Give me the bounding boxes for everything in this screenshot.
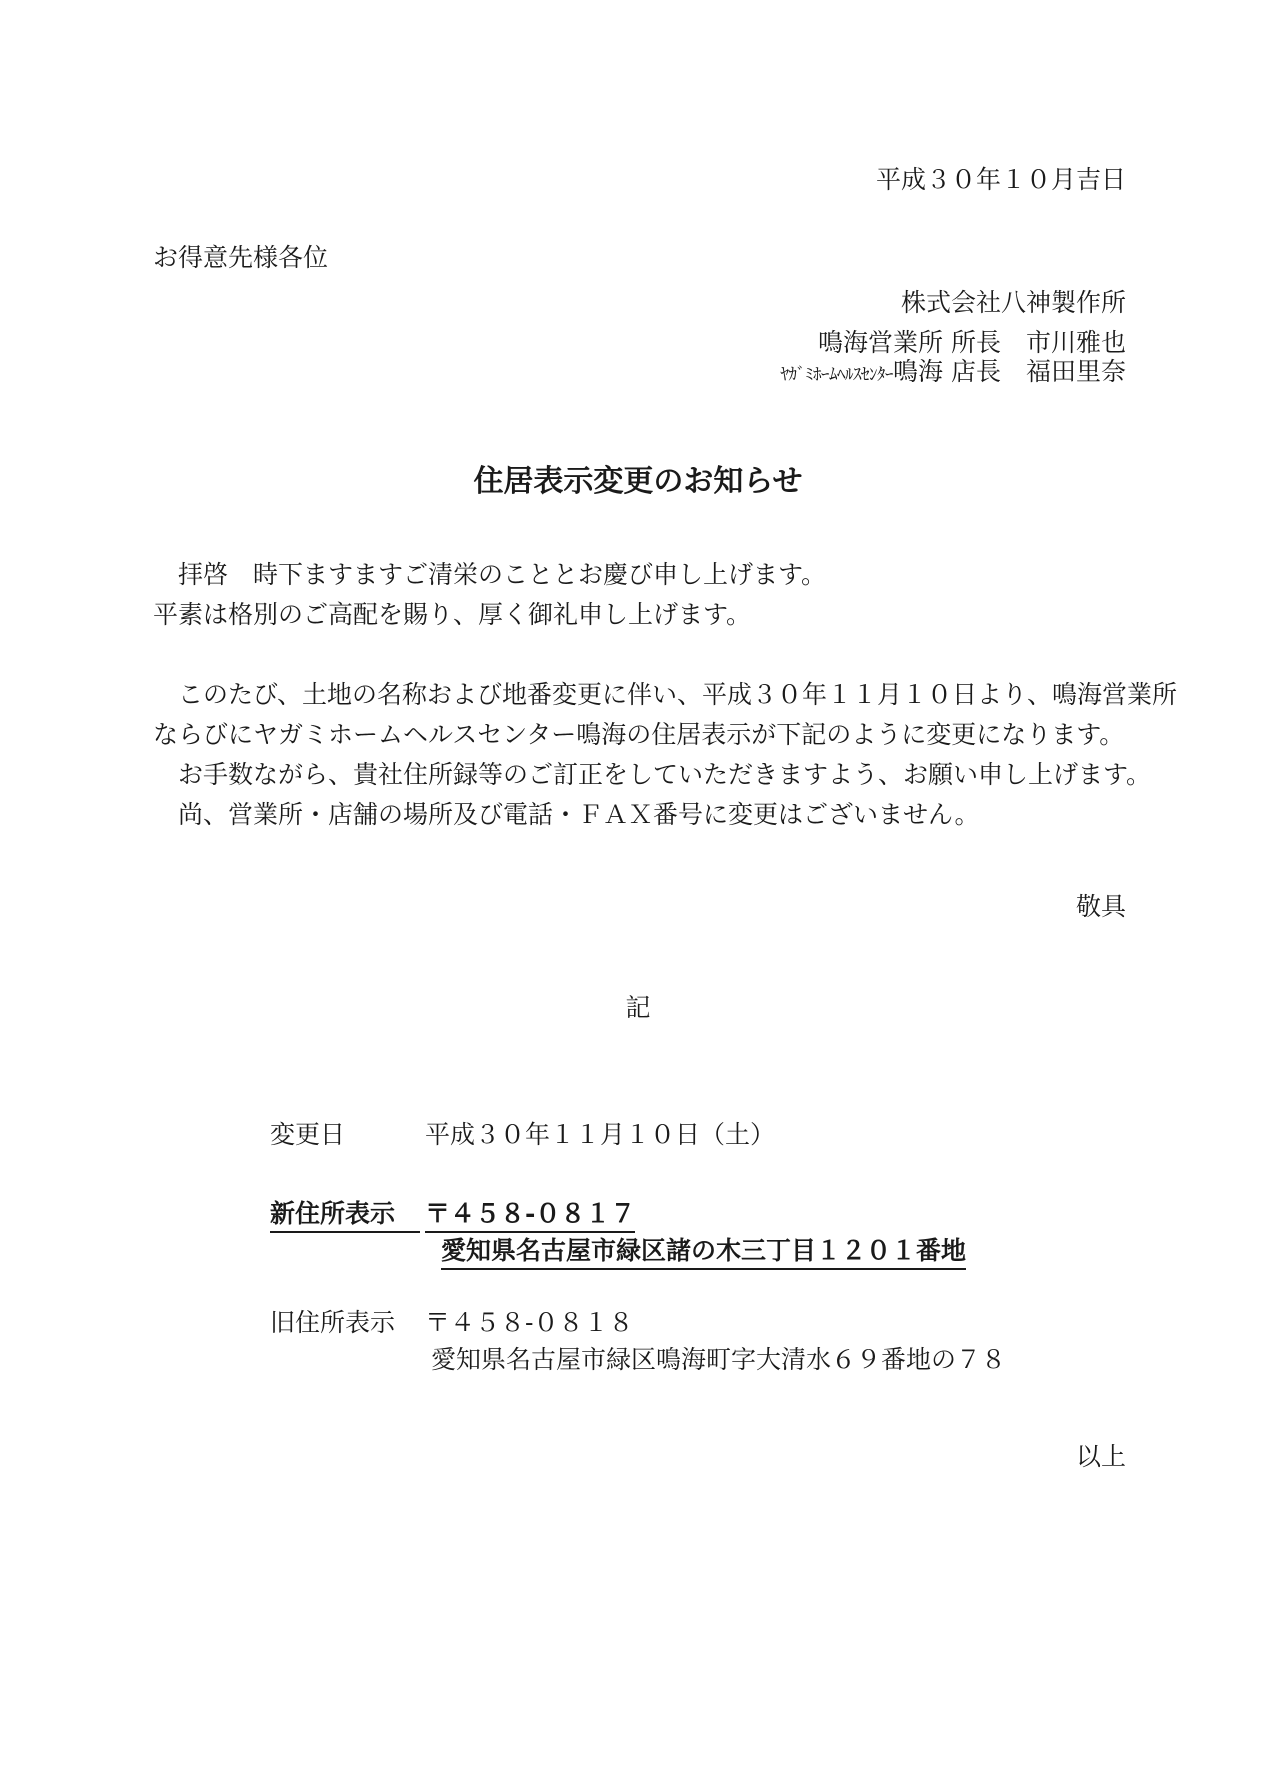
- notice-line-3: お手数ながら、貴社住所録等のご訂正をしていただきますよう、お願い申し上げます。: [178, 760, 1152, 789]
- sender-store-name-halfwidth: ﾔｶﾞﾐﾎｰﾑﾍﾙｽｾﾝﾀｰ: [780, 365, 894, 385]
- notice-line-1: このたび、土地の名称および地番変更に伴い、平成３０年１１月１０日より、鳴海営業所: [178, 680, 1178, 709]
- notice-paragraph: [153, 675, 1178, 835]
- old-address-label: 旧住所表示: [270, 1308, 396, 1337]
- sender-store-manager: [781, 357, 1126, 387]
- old-address: 愛知県名古屋市緑区鳴海町字大清水６９番地の７８: [431, 1345, 1007, 1374]
- greeting-paragraph: [153, 555, 1138, 635]
- change-date-label: 変更日: [270, 1120, 346, 1149]
- old-postal-code: 〒４５８-０８１８: [425, 1308, 634, 1337]
- greeting-line-1: 拝啓 時下ますますご清栄のこととお慶び申し上げます。: [178, 560, 827, 589]
- closing-keigu: 敬具: [1075, 892, 1126, 921]
- document-title: 住居表示変更のお知らせ: [473, 464, 803, 499]
- change-date-value: 平成３０年１１月１０日（土）: [425, 1120, 776, 1149]
- greeting-line-2: 平素は格別のご高配を賜り、厚く御礼申し上げます。: [153, 600, 752, 629]
- new-address-label: 新住所表示: [270, 1199, 420, 1233]
- recipient: お得意先様各位: [153, 243, 329, 272]
- notice-line-4: 尚、営業所・店舗の場所及び電話・ＦＡＸ番号に変更はございません。: [178, 800, 980, 829]
- sender-branch-manager: 鳴海営業所 所長 市川雅也: [818, 328, 1126, 357]
- sender-store-rest: 鳴海 店長 福田里奈: [893, 357, 1126, 386]
- notice-heading-ki: 記: [625, 993, 651, 1022]
- new-postal-code: 〒４５８-０８１７: [425, 1199, 635, 1233]
- closing-ijo: 以上: [1075, 1442, 1126, 1471]
- document-date: 平成３０年１０月吉日: [875, 165, 1126, 194]
- notice-line-2: ならびにヤガミホームヘルスセンター鳴海の住居表示が下記のように変更になります。: [153, 720, 1125, 749]
- new-address: 愛知県名古屋市緑区諸の木三丁目１２０１番地: [441, 1236, 966, 1270]
- company-name: 株式会社八神製作所: [900, 288, 1126, 317]
